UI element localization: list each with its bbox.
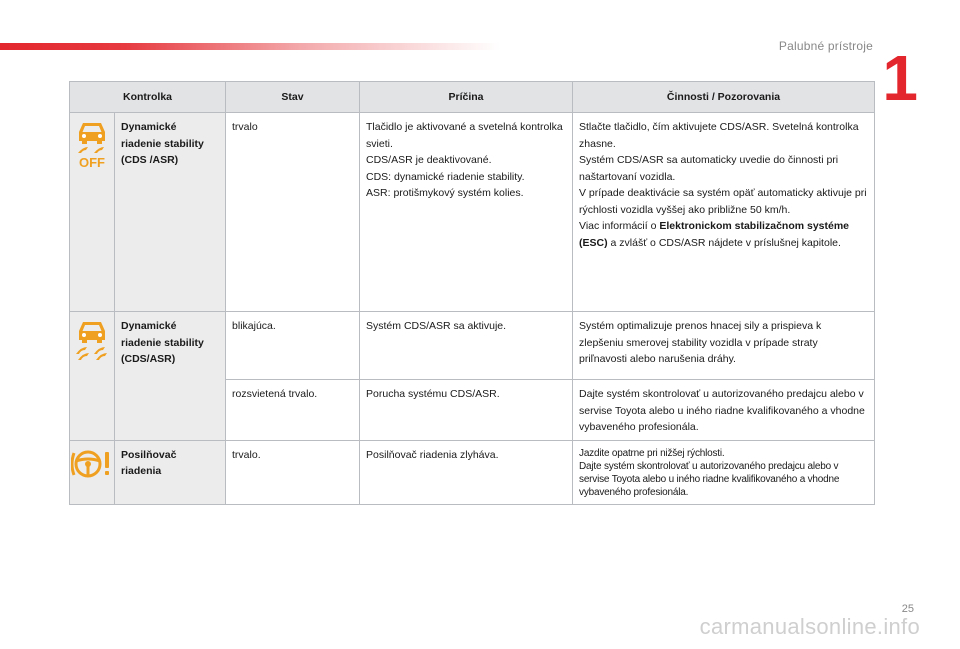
page-number: 25 (901, 603, 914, 615)
indicator-name: Dynamické riadenie stability (CDS/ASR) (115, 312, 226, 441)
table-header-row (70, 82, 875, 113)
action-line: Stlačte tlačidlo, čím aktivujete CDS/ASR. Svetelná kontrolka zhasne. (579, 121, 859, 150)
table-row (70, 113, 875, 312)
indicator-icon-cell (70, 312, 115, 441)
action-cell: Dajte systém skontrolovať u autorizovaného predajcu alebo v servise Toyota alebo u iného riadne kvalifikovaného a vhodne vybaveného profesionála. (573, 380, 875, 441)
action-line: Systém CDS/ASR sa automaticky uvedie do činnosti pri naštartovaní vozidla. (579, 154, 839, 183)
column-header-cause: Príčina (360, 82, 573, 113)
column-header-indicator: Kontrolka (70, 82, 226, 113)
action-reference (579, 218, 868, 251)
cause-line: CDS: dynamické riadenie stability. (366, 170, 525, 183)
cause-cell: Systém CDS/ASR sa aktivuje. (360, 312, 573, 380)
chapter-number: 1 (882, 42, 918, 114)
indicator-icon-cell (70, 113, 115, 312)
table-row (70, 312, 875, 380)
reference-link-text: Elektronickom stabilizačnom systéme (ESC) (579, 220, 850, 249)
action-cell (573, 440, 875, 504)
header-accent-stripe (0, 43, 500, 50)
action-line: Dajte systém skontrolovať u autorizovaného predajcu alebo v servise Toyota alebo u iného riadne kvalifikovaného a vhodne vybaveného profesionála. (579, 460, 840, 498)
action-line: Jazdite opatrne pri nižšej rýchlosti. (579, 447, 725, 459)
reference-suffix: a zvlášť o CDS/ASR nájdete v príslušnej kapitole. (607, 236, 841, 249)
warning-lights-table (69, 81, 875, 505)
svg-text:OFF: OFF (79, 155, 105, 169)
state-cell: trvalo. (226, 440, 360, 504)
cause-line: CDS/ASR je deaktivované. (366, 154, 492, 166)
state-cell: trvalo (226, 113, 360, 312)
cause-cell: Posilňovač riadenia zlyháva. (360, 440, 573, 504)
watermark: carmanualsonline.info (699, 614, 920, 639)
state-cell: rozsvietená trvalo. (226, 380, 360, 441)
cds-asr-icon (72, 318, 112, 362)
cause-line: ASR: protišmykový systém kolies. (366, 187, 524, 199)
indicator-icon-cell (70, 440, 115, 504)
indicator-name: Dynamické riadenie stability (CDS /ASR) (115, 113, 226, 312)
state-cell: blikajúca. (226, 312, 360, 380)
cause-line: Tlačidlo je aktivované a svetelná kontrolka svieti. (366, 121, 563, 150)
section-title: Palubné prístroje (778, 39, 873, 53)
action-line: V prípade deaktivácie sa systém opäť automaticky aktivuje pri rýchlosti vozidla vyššej ako približne 50 km/h. (579, 187, 867, 216)
reference-prefix: Viac informácií o (579, 220, 660, 232)
table-row (70, 440, 875, 504)
cause-cell (360, 113, 573, 312)
cds-asr-off-icon (72, 119, 112, 169)
action-cell: Systém optimalizuje prenos hnacej sily a prispieva k zlepšeniu smerovej stability vozidla v prípade straty priľnavosti alebo narušenia dráhy. (573, 312, 875, 380)
cause-cell: Porucha systému CDS/ASR. (360, 380, 573, 441)
indicator-name: Posilňovač riadenia (115, 440, 226, 504)
action-cell (573, 113, 875, 312)
column-header-state: Stav (226, 82, 360, 113)
column-header-actions: Činnosti / Pozorovania (573, 82, 875, 113)
power-steering-warning-icon (71, 447, 113, 481)
